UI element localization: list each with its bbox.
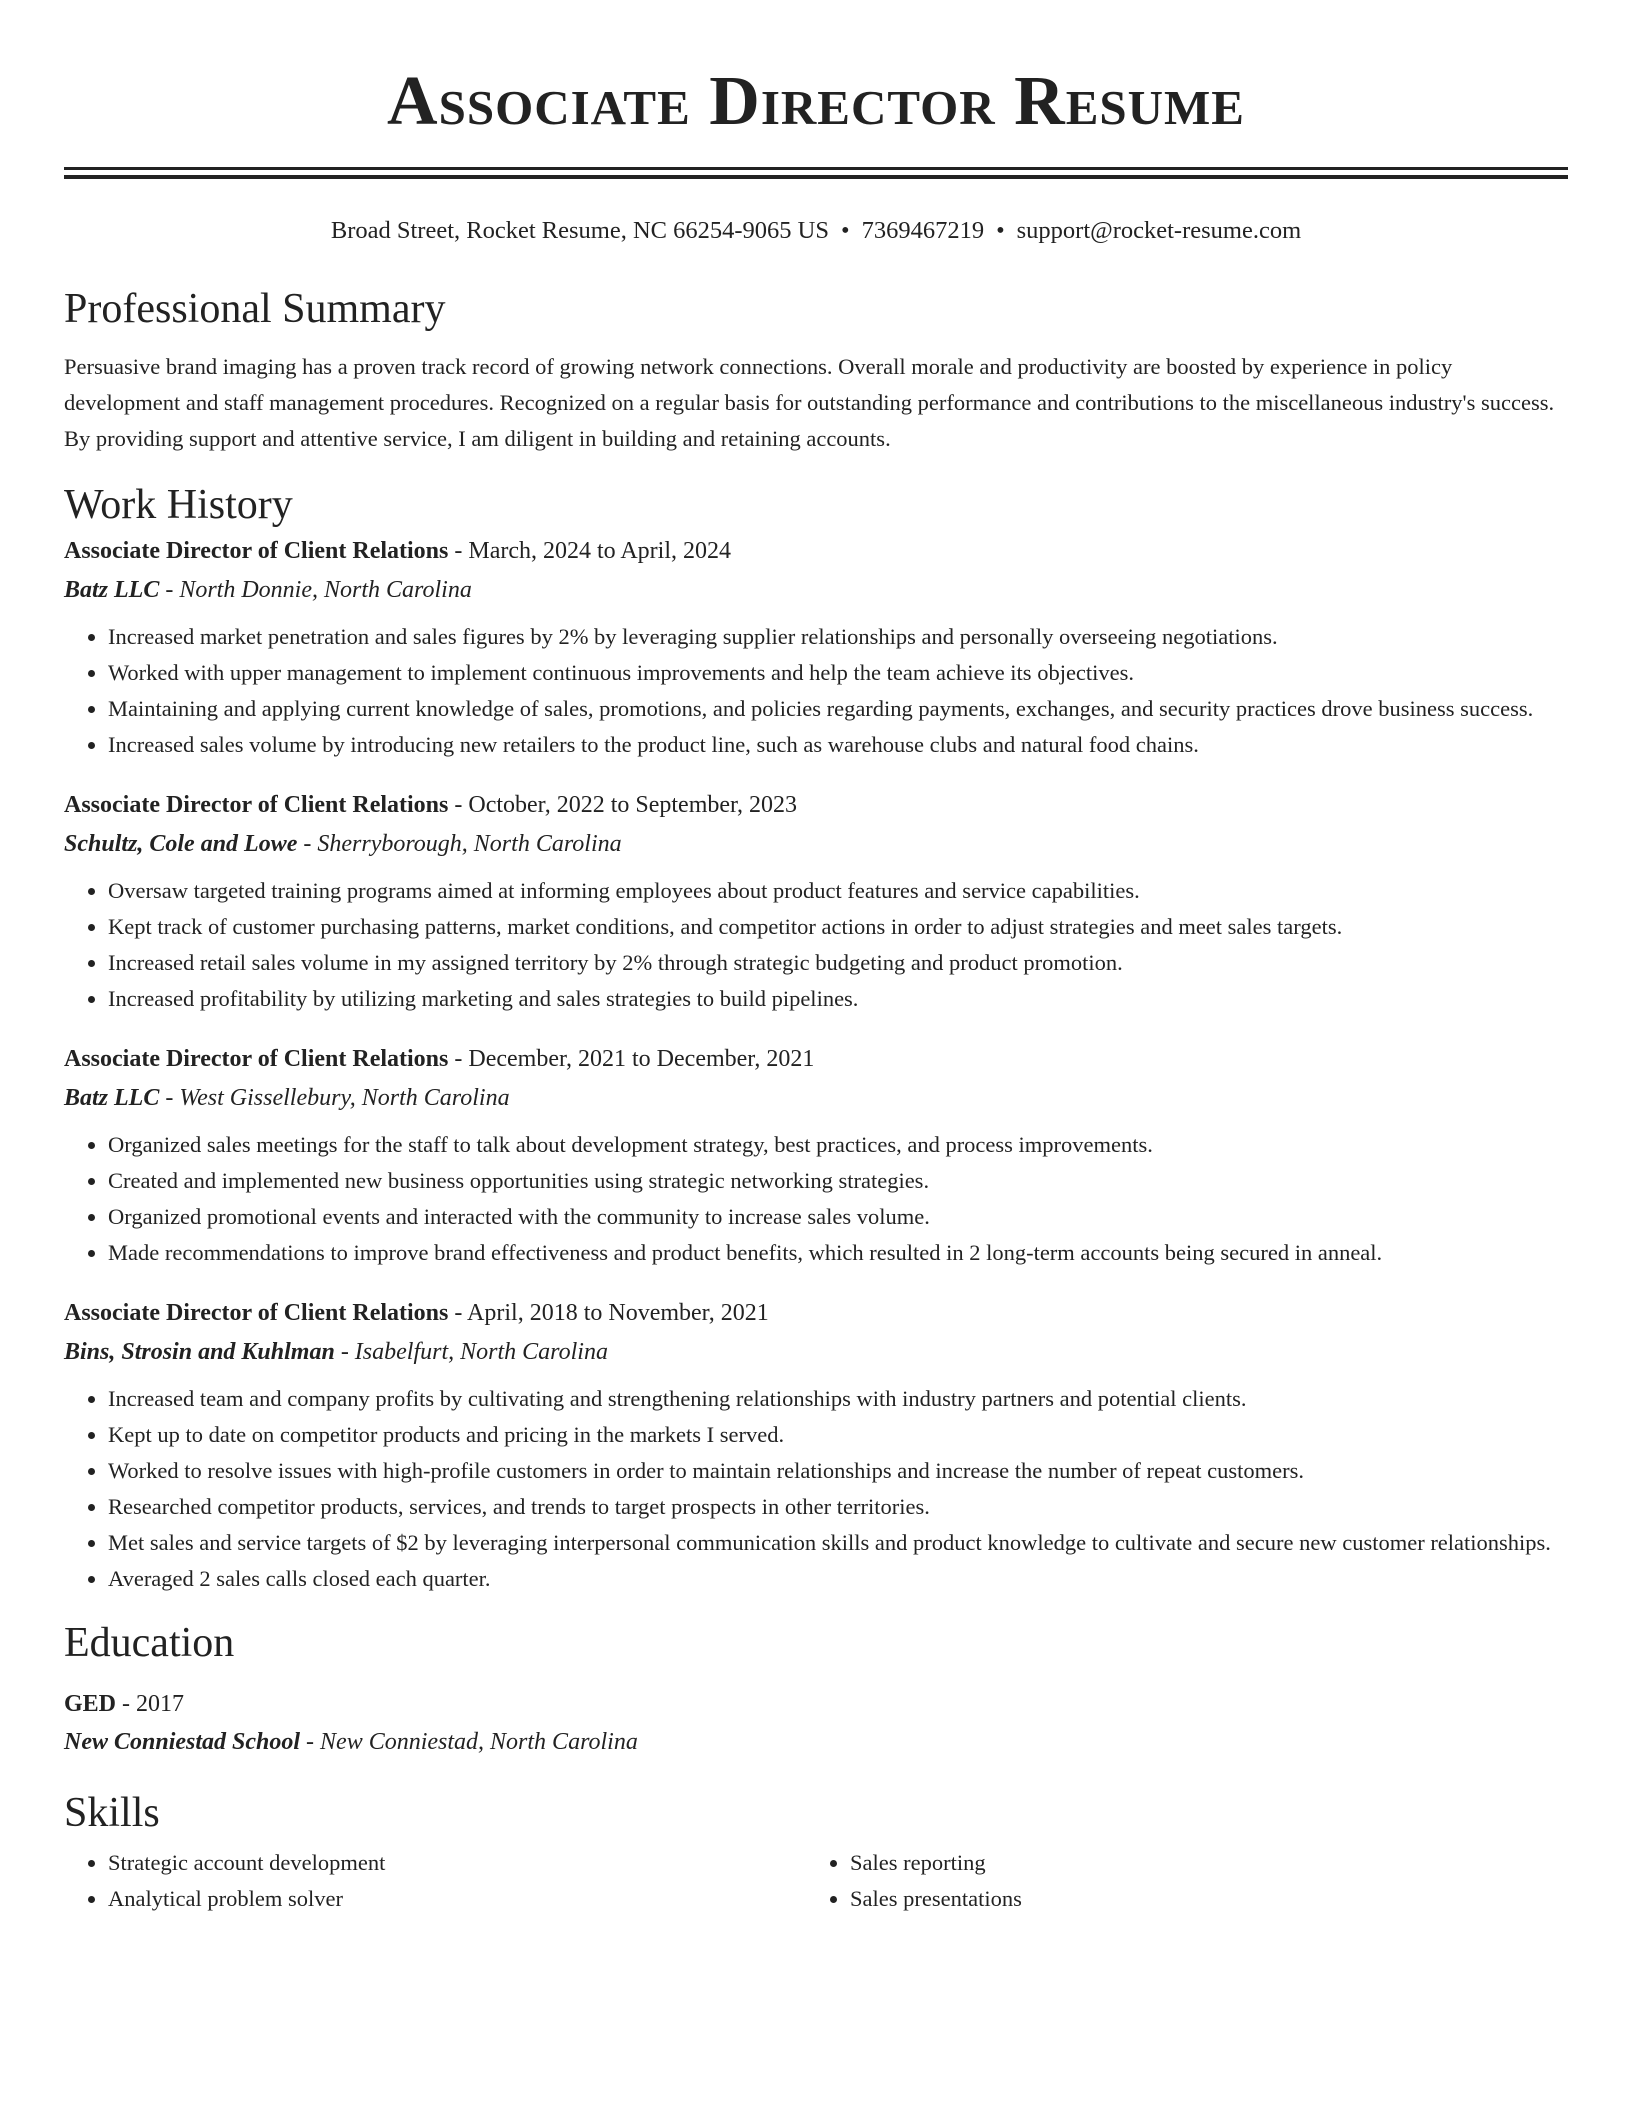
job-bullet: • Kept up to date on competitor products and pricing in the markets I served. [108, 1417, 1568, 1453]
job-location: - North Donnie, North Carolina [159, 577, 472, 603]
work-history-heading: Work History [64, 482, 293, 528]
job-role: Associate Director of Client Relations [64, 792, 449, 818]
job-dates: - March, 2024 to April, 2024 [448, 538, 732, 564]
job-bullet: • Organized promotional events and interacted with the community to increase sales volume. [108, 1199, 1568, 1235]
job-location: - Isabelfurt, North Carolina [334, 1339, 608, 1365]
education-degree: GED [64, 1691, 117, 1717]
title-divider-top [64, 167, 1568, 170]
job-company-line [64, 571, 1568, 609]
job-dates: - December, 2021 to December, 2021 [448, 1046, 815, 1072]
job-company-line [64, 1079, 1568, 1117]
job-company: Batz LLC [64, 577, 160, 603]
skill-item: • Strategic account development [108, 1845, 806, 1881]
job-bullet: • Worked with upper management to implement continuous improvements and help the team achieve its objectives. [108, 655, 1568, 691]
education-location: - New Conniestad, North Carolina [300, 1729, 638, 1755]
job-title-line [64, 531, 1568, 571]
job-dates: - April, 2018 to November, 2021 [448, 1300, 769, 1326]
skill-item: • Sales reporting [850, 1845, 1548, 1881]
education-year: - 2017 [116, 1691, 185, 1717]
job-bullet: • Met sales and service targets of $2 by leveraging interpersonal communication skills and product knowledge to cultivate and secure new customer relationships. [108, 1525, 1568, 1561]
job-company: Schultz, Cole and Lowe [64, 831, 298, 857]
contact-line [64, 215, 1568, 247]
summary-text: Persuasive brand imaging has a proven track record of growing network connections. Overall morale and productivity are boosted by experience in policy development and staff management procedures. Recognized on a regular basis for outstanding performance and contributions to the miscellaneous industry's success. By providing support and attentive service, I am diligent in building and retaining accounts. [64, 354, 1555, 451]
contact-separator: • [840, 217, 850, 244]
job-bullet: • Made recommendations to improve brand effectiveness and product benefits, which resulted in 2 long-term accounts being secured in anneal. [108, 1235, 1568, 1271]
job-bullet: • Increased team and company profits by cultivating and strengthening relationships with industry partners and potential clients. [108, 1381, 1568, 1417]
job-bullet: • Increased market penetration and sales figures by 2% by leveraging supplier relationships and personally overseeing negotiations. [108, 619, 1568, 655]
job-title-line [64, 1293, 1568, 1333]
skills-heading: Skills [64, 1790, 160, 1836]
summary-heading: Professional Summary [64, 286, 446, 332]
title-divider-bottom [64, 175, 1568, 179]
contact-email: support@rocket-resume.com [1016, 217, 1302, 244]
education-school-line [64, 1723, 1568, 1761]
job-dates: - October, 2022 to September, 2023 [448, 792, 798, 818]
job-bullet: • Averaged 2 sales calls closed each quarter. [108, 1561, 1568, 1597]
job-bullet: • Kept track of customer purchasing patterns, market conditions, and competitor actions in order to adjust strategies and meet sales targets. [108, 909, 1568, 945]
job-company-line [64, 825, 1568, 863]
job-entry [64, 531, 1568, 763]
job-bullet: • Maintaining and applying current knowledge of sales, promotions, and policies regarding payments, exchanges, and security practices drove business success. [108, 691, 1568, 727]
job-entry [64, 1039, 1568, 1271]
skills-column-left [64, 1845, 806, 1917]
job-bullet: • Oversaw targeted training programs aimed at informing employees about product features and service capabilities. [108, 873, 1568, 909]
skill-item: • Analytical problem solver [108, 1881, 806, 1917]
job-bullets [64, 1381, 1568, 1597]
job-company-line [64, 1333, 1568, 1371]
resume-title: Associate Director Resume [387, 63, 1245, 140]
job-role: Associate Director of Client Relations [64, 1046, 449, 1072]
job-bullet: • Increased sales volume by introducing new retailers to the product line, such as warehouse clubs and natural food chains. [108, 727, 1568, 763]
contact-address: Broad Street, Rocket Resume, NC 66254-9065 US [330, 217, 829, 244]
job-bullet: • Organized sales meetings for the staff to talk about development strategy, best practices, and process improvements. [108, 1127, 1568, 1163]
job-title-line [64, 785, 1568, 825]
education-degree-line [64, 1685, 1568, 1723]
skill-item: • Sales presentations [850, 1881, 1548, 1917]
job-bullet: • Increased profitability by utilizing marketing and sales strategies to build pipelines. [108, 981, 1568, 1017]
job-bullets [64, 1127, 1568, 1271]
job-company: Bins, Strosin and Kuhlman [64, 1339, 335, 1365]
education-school: New Conniestad School [64, 1729, 301, 1755]
contact-separator: • [996, 217, 1005, 244]
job-bullets [64, 873, 1568, 1017]
job-company: Batz LLC [64, 1085, 160, 1111]
job-bullets [64, 619, 1568, 763]
education-heading: Education [64, 1620, 235, 1666]
job-bullet: • Worked to resolve issues with high-profile customers in order to maintain relationships and increase the number of repeat customers. [108, 1453, 1568, 1489]
skills-column-right [806, 1845, 1548, 1917]
contact-phone: 7369467219 [861, 217, 985, 244]
job-bullet: • Researched competitor products, services, and trends to target prospects in other territories. [108, 1489, 1568, 1525]
job-role: Associate Director of Client Relations [64, 538, 449, 564]
job-title-line [64, 1039, 1568, 1079]
job-location: - Sherryborough, North Carolina [297, 831, 622, 857]
job-bullet: • Increased retail sales volume in my assigned territory by 2% through strategic budgeting and product promotion. [108, 945, 1568, 981]
skills-list [64, 1845, 1568, 1917]
job-role: Associate Director of Client Relations [64, 1300, 449, 1326]
job-entry [64, 785, 1568, 1017]
job-entry [64, 1293, 1568, 1597]
resume-page [64, 0, 1568, 1917]
job-location: - West Gissellebury, North Carolina [159, 1085, 510, 1111]
job-bullet: • Created and implemented new business opportunities using strategic networking strategies. [108, 1163, 1568, 1199]
